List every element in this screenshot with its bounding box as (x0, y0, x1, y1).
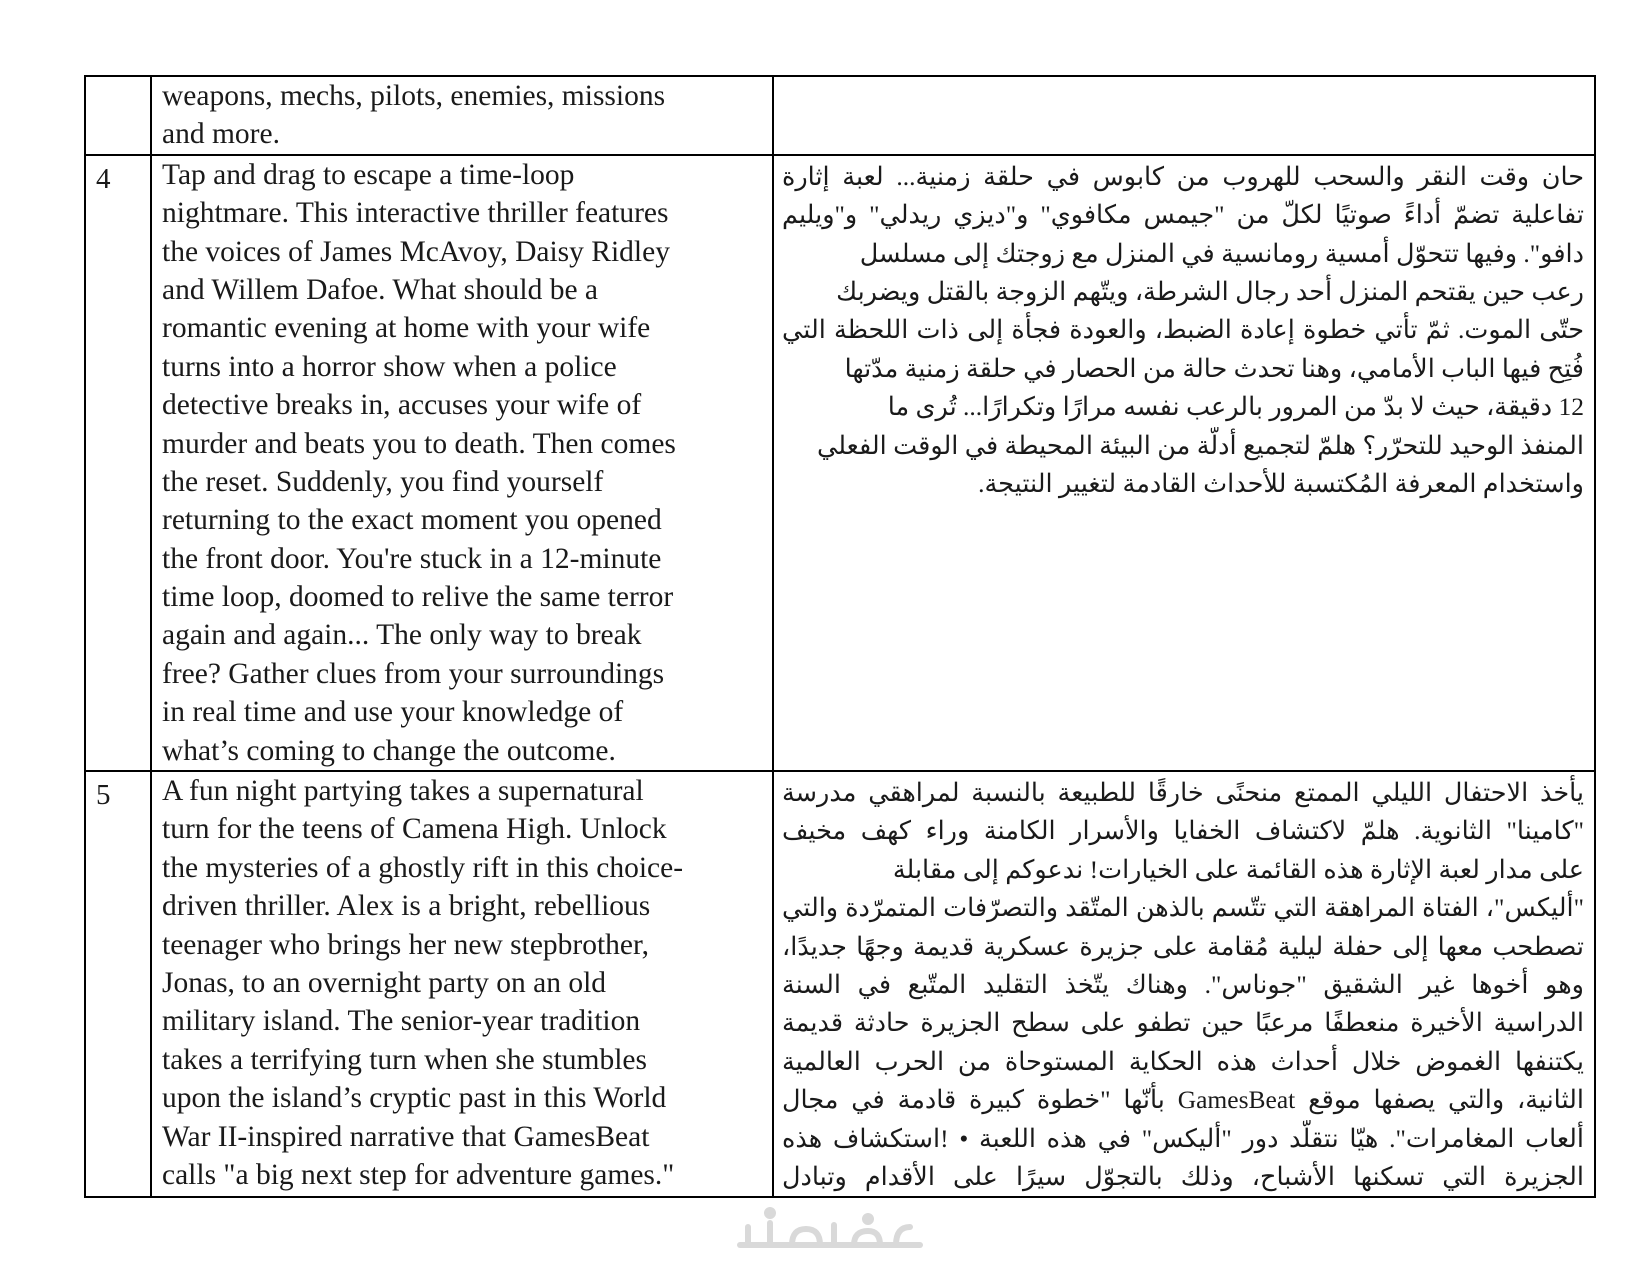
arabic-line: رعب حين يقتحم المنزل أحد رجال الشرطة، ويتّهم الزوجة بالقتل ويضربك (836, 276, 1584, 306)
english-line: Jonas, to an overnight party on an old (162, 966, 607, 999)
document-page (84, 75, 1594, 1198)
english-line: driven thriller. Alex is a bright, rebellious (162, 890, 651, 923)
arabic-text-cell (773, 155, 1595, 771)
english-line: the reset. Suddenly, you find yourself (162, 465, 604, 498)
row-number: 5 (96, 779, 111, 812)
arabic-text-cell (773, 76, 1595, 155)
english-line: murder and beats you to death. Then comes (162, 427, 676, 460)
english-line: War II-inspired narrative that GamesBeat (162, 1120, 650, 1153)
english-line: returning to the exact moment you opened (162, 504, 662, 537)
english-line: the voices of James McAvoy, Daisy Ridley (162, 235, 670, 268)
english-text-cell (151, 771, 773, 1197)
arabic-line: واستخدام المعرفة المُكتسبة للأحداث القادمة لتغيير النتيجة. (978, 468, 1584, 498)
english-line: again and again... The only way to break (162, 619, 642, 652)
arabic-line: وهو أخوها غير الشقيق "جوناس". وهناك يتّخذ التقليد المتّبع في السنة (782, 969, 1584, 999)
arabic-line: فُتِح فيها الباب الأمامي، وهنا تحدث حالة من الحصار في حلقة زمنية مدّتها (844, 353, 1584, 383)
row-number-cell (85, 771, 151, 1197)
english-line: upon the island’s cryptic past in this World (162, 1082, 667, 1115)
english-line: free? Gather clues from your surroundings (162, 657, 665, 690)
arabic-line: تصطحب معها إلى حفلة ليلية مُقامة على جزيرة عسكرية قديمة وجهًا جديدًا، (782, 931, 1584, 961)
arabic-line: الجزيرة التي تسكنها الأشباح، وذلك بالتجوّل سيرًا على الأقدام وتبادل (782, 1161, 1584, 1191)
arabic-line: حتّى الموت. ثمّ تأتي خطوة إعادة الضبط، والعودة فجأة إلى ذات اللحظة التي (782, 315, 1584, 345)
english-line: and Willem Dafoe. What should be a (162, 273, 599, 306)
arabic-line: "أليكس"، الفتاة المراهقة التي تتّسم بالذهن المتّقد والتصرّفات المتمرّدة والتي (782, 893, 1584, 923)
english-line: what’s coming to change the outcome. (162, 734, 616, 767)
english-line: the front door. You're stuck in a 12-minute (162, 542, 662, 575)
english-line: Tap and drag to escape a time-loop (162, 158, 575, 191)
arabic-line: ألعاب المغامرات". هيّا نتقلّد دور "أليكس" في هذه اللعبة • !استكشاف هذه (782, 1123, 1584, 1153)
english-text-cell (151, 155, 773, 771)
english-line: military island. The senior-year tradition (162, 1005, 641, 1038)
arabic-line: 12 دقيقة، حيث لا بدّ من المرور بالرعب نفسه مرارًا وتكرارًا... تُرى ما (887, 392, 1584, 422)
khamsat-watermark-logo (730, 1205, 930, 1255)
english-line: A fun night partying takes a supernatural (162, 775, 644, 808)
english-line: turns into a horror show when a police (162, 350, 617, 383)
english-line: detective breaks in, accuses your wife of (162, 389, 642, 422)
table-row (85, 76, 1595, 155)
english-line: turn for the teens of Camena High. Unlock (162, 813, 667, 846)
english-line: romantic evening at home with your wife (162, 312, 651, 345)
arabic-line: تفاعلية تضمّ أداءً صوتيًا لكلّ من "جيمس مكافوي" و"ديزي ريدلي" و"ويليم (782, 200, 1584, 230)
table-row (85, 155, 1595, 771)
arabic-line: الثانية، والتي يصفها موقع GamesBeat بأنّها "خطوة كبيرة قادمة في مجال (782, 1085, 1584, 1115)
arabic-line: يكتنفها الغموض خلال أحداث هذه الحكاية المستوحاة من الحرب العالمية (782, 1046, 1584, 1076)
row-number-cell (85, 76, 151, 155)
english-line: time loop, doomed to relive the same terror (162, 581, 674, 614)
arabic-line: "كامينا" الثانوية. هلمّ لاكتشاف الخفايا والأسرار الكامنة وراء كهف مخيف (782, 816, 1584, 846)
english-line: takes a terrifying turn when she stumbles (162, 1043, 647, 1076)
arabic-line: الدراسية الأخيرة منعطفًا مرعبًا حين تطفو على سطح الجزيرة حادثة قديمة (782, 1008, 1584, 1038)
english-text-cell (151, 76, 773, 155)
arabic-line: دافو". وفيها تتحوّل أمسية رومانسية في المنزل مع زوجتك إلى مسلسل (859, 238, 1584, 268)
row-number-cell (85, 155, 151, 771)
table-row (85, 771, 1595, 1197)
english-line: in real time and use your knowledge of (162, 696, 624, 729)
arabic-line: حان وقت النقر والسحب للهروب من كابوس في حلقة زمنية... لعبة إثارة (782, 161, 1584, 191)
arabic-line: يأخذ الاحتفال الليلي الممتع منحنًى خارقًا للطبيعة بالنسبة لمراهقي مدرسة (782, 778, 1584, 808)
translation-table (84, 75, 1596, 1198)
arabic-line: المنفذ الوحيد للتحرّر؟ هلمّ لتجميع أدلّة من البيئة المحيطة في الوقت الفعلي (816, 430, 1584, 460)
english-line: calls "a big next step for adventure games." (162, 1158, 675, 1191)
watermark-strokes (740, 1210, 920, 1245)
english-line: teenager who brings her new stepbrother, (162, 928, 650, 961)
english-line: nightmare. This interactive thriller features (162, 197, 669, 230)
english-line: and more. (162, 118, 280, 151)
english-line: weapons, mechs, pilots, enemies, missions (162, 80, 666, 112)
arabic-text-cell (773, 771, 1595, 1197)
arabic-line: على مدار لعبة الإثارة هذه القائمة على الخيارات! ندعوكم إلى مقابلة (892, 854, 1584, 884)
english-line: the mysteries of a ghostly rift in this choice- (162, 851, 684, 884)
row-number: 4 (96, 162, 111, 195)
